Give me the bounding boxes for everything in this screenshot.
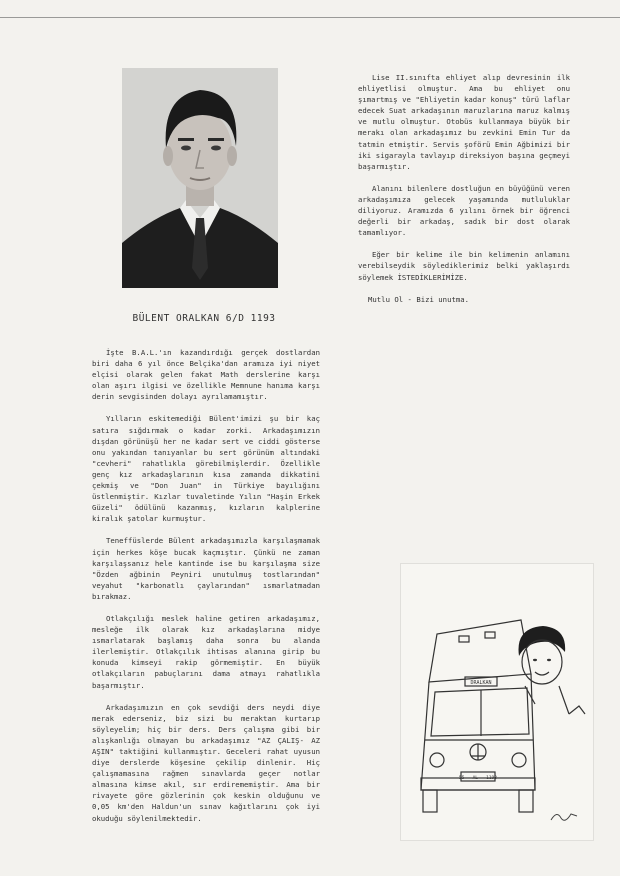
left-paragraph-3: Teneffüslerde Bülent arkadaşımızla karşılaşmamak için herkes köşe bucak kaçmıştır. Çünkü ne zaman karşılaşsanız hele kantinde ise bu karşılaşma size "Özden ağbinin Peyniri unutulmuş tostlarından" veyahut "karbonatlı çaylarından" ısmarlatmadan bırakmaz. [92, 536, 320, 601]
portrait-photo [122, 68, 278, 288]
bus-cartoon [400, 563, 594, 841]
right-paragraph-1: Lise II.sınıfta ehliyet alıp devresinin ilk ehliyetlisi olmuştur. Ama bu ehliyet onu şımartmış ve "Ehliyetin kadar konuş" türü laflar edecek Suat arkadaşının maruzlarına maruz kalmış ve mutlu olmuştur. Otobüs kullanmaya büyük bir merakı olan arkadaşımız bu zevkini Emin Tur da tatmin etmiştir. Servis şoförü Emin Ağbimizi bir iki sigarayla tavlayıp direksiyon başına geçmeyi başarmıştır. [358, 73, 570, 171]
left-paragraph-4: Otlakçılığı meslek haline getiren arkadaşımız, mesleğe ilk olarak kız arkadaşlarına midye ısmarlatarak başlamış daha sonra bu alanda ilerlemiştir. Otlakçılık ihtisas alanına girip bu konuda kimseyi rakip görmemiştir. En büyük otlakçıların pabuçlarını dama atmayı rahatlıkla başarmıştır. [92, 613, 320, 690]
artist-signature [551, 814, 577, 820]
left-column-text [92, 347, 320, 835]
name-caption: BÜLENT ORALKAN 6/D 1193 [132, 313, 276, 324]
bus-plate-text: 55 - AL - 1193 [459, 776, 497, 781]
left-paragraph-5: Arkadaşımızın en çok sevdiği ders neydi diye merak ederseniz, biz sizi bu meraktan kurtarıp söyleyelim; hiç bir ders. Ders çalışma gibi bir alışkanlığı olmayan bu arkadaşımız "AZ ÇALIŞ- AZ AŞIN" taktiğini kullanmıştır. Geceleri rahat uyusun diye derslerde köşesine çekilip dinlenir. Hiç çalışmamasına rağmen sınavlarda geçer notlar almasına kimse akıl, sır erdirememiştir. Ama bir rivayete göre gözlerinin çok keskin olduğunu ve 0,05 km'den Haldun'un sınav kağıtlarını çok iyi okuduğu söylenilmektedir. [92, 702, 320, 823]
driver-caricature [519, 626, 586, 714]
left-paragraph-1: İşte B.A.L.'ın kazandırdığı gerçek dostlardan biri daha 6 yıl önce Belçika'dan aramıza iyi niyet elçisi olarak gelen fakat Math derslerine karşı olan aşırı ilgisi ve özellikle Memnune hanıma karşı derin sevgisinden dolayı ayrılamamıştır. [92, 348, 320, 402]
bus-sign-text: DRALKAN [470, 680, 492, 686]
signoff: Mutlu Ol - Bizi unutma. [368, 294, 470, 304]
top-rule [0, 17, 620, 18]
right-column-text [358, 72, 570, 316]
portrait-illustration [122, 68, 278, 288]
left-paragraph-2: Yılların eskitemediği Bülent'imizi şu bir kaç satıra sığdırmak o kadar zorki. Arkadaşımızın dışdan görünüşü her ne kadar sert ve ciddi gösterse onu yakından tanıyanlar bu sert görünüm altındaki "cevheri" rahatlıkla görebilmişlerdir. Özellikle genç kız arkadaşlarının kısa zamanda dikkatini çekmiş ve "Don Juan" in Türkiye bayılığını üstlenmiştir. Kızlar tuvaletinde Yılın "Haşin Erkek Güzeli" ödülünü kazanmış, kızların kalplerine kiralık şatolar kurmuştur. [92, 414, 320, 524]
right-paragraph-3: Eğer bir kelime ile bin kelimenin anlamını verebilseydik söylediklerimiz belki yaklaşırdı söylemek İSTEDİKLERİMİZE. [358, 250, 570, 282]
right-paragraph-2: Alanını bilenlere dostluğun en büyüğünü veren arkadaşımıza gelecek yaşamında mutluluklar diliyoruz. Aramızda 6 yılını örnek bir öğrenci değerli bir arkadaş, sadık bir dost olarak tamamlıyor. [358, 183, 570, 238]
bus-cartoon-drawing [401, 564, 593, 840]
